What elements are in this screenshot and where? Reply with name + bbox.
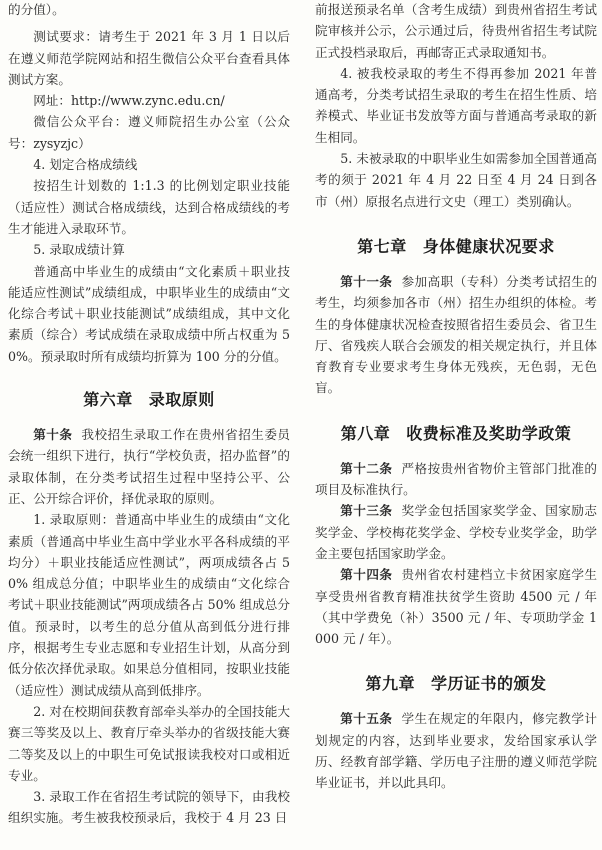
paragraph: 3. 录取工作在省招生考试院的领导下，由我校组织实施。考生被我校预录后，我校于 4 月 23 日: [8, 789, 290, 826]
chapter-9-heading: 第九章 学历证书的颁发: [365, 674, 547, 694]
chapter-7-heading: 第七章 身体健康状况要求: [357, 236, 555, 256]
article-label: 第十一条: [340, 273, 393, 289]
chapter-8-heading: 第八章 收费标准及奖助学政策: [340, 423, 572, 443]
website-label: 网址：: [33, 93, 71, 109]
article-label: 第十条: [33, 427, 73, 443]
article-label: 第十三条: [340, 503, 393, 519]
paragraph: 1. 录取原则：普通高中毕业生的成绩由“文化素质（普通高中毕业生高中学业水平各科成绩的平均分）＋职业技能适应性测试”，两项成绩各占 50% 组成总分值；中职毕业生的成绩由“文化综合考试＋职业技能测试”两项成绩各占 50% 组成总分值。预录时，以考生的总分值从高到低分进行排序，根据考生专业志愿和专业招生计划，从高分到低分依次择优录取。如果总分值相同，按职业技能（适应性）测试成绩从高到低排序。: [8, 512, 290, 698]
paragraph-wechat: 微信公众平台：遵义师院招生办公室（公众号：zysyzjc）: [8, 114, 290, 151]
article-10: 第十条 我校招生录取工作在贵州省招生委员会统一组织下进行，执行“学校负责，招办监督”的录取体制，在分类考试招生过程中坚持公平、公正、公开综合评价，择优录取的原则。: [8, 427, 291, 506]
article-12: 第十二条 严格按贵州省物价主管部门批准的项目及标准执行。: [315, 460, 598, 498]
paragraph-test-requirement: 测试要求：请考生于 2021 年 3 月 1 日以后在遵义师范学院网站和招生微信公众平台查看具体测试方案。: [8, 29, 290, 87]
paragraph: 2. 对在校期间获教育部牵头举办的全国技能大赛三等奖及以上、教育厅牵头举办的省级技能大赛二等奖及以上的中职生可免试报读我校对口或相近专业。: [8, 703, 290, 783]
article-13: 第十三条 奖学金包括国家奖学金、国家励志奖学金、学校梅花奖学金、学校专业奖学金，助学金主要包括国家助学金。: [315, 503, 598, 561]
paragraph: 4. 被我校录取的考生不得再参加 2021 年普通高考，分类考试招生录取的考生在招生性质、培养模式、毕业证书发放等方面与普通高考录取的新生相同。: [315, 65, 597, 145]
left-column: [8, 0, 290, 829]
article-15: 第十五条 学生在规定的年限内，修完教学计划规定的内容，达到毕业要求，发给国家承认学历、经教育部学籍、学历电子注册的遵义师范学院毕业证书，并以此具印。: [315, 711, 598, 791]
item-heading: 5. 录取成绩计算: [33, 242, 125, 258]
paragraph: 普通高中毕业生的成绩由“文化素质＋职业技能适应性测试”成绩组成，中职毕业生的成绩由“文化综合考试＋职业技能测试”成绩组成，其中文化素质（综合）考试成绩在录取成绩中所占权重为 50%。预录取时所有成绩均折算为 100 分的分值。: [8, 263, 290, 364]
paragraph: 前报送预录名单（含考生成绩）到贵州省招生考试院审核并公示，公示通过后，待贵州省招生考试院正式投档录取后，再邮寄正式录取通知书。: [315, 2, 597, 60]
article-label: 第十五条: [340, 711, 393, 727]
article-label: 第十二条: [340, 460, 393, 476]
chapter-6-heading: 第六章 录取原则: [83, 390, 215, 410]
website-url: http://www.zync.edu.cn/: [70, 93, 225, 109]
paragraph: 的分值）。: [8, 2, 65, 17]
paragraph: 按招生计划数的 1:1.3 的比例划定职业技能（适应性）测试合格成绩线，达到合格成绩线的考生才能进入录取环节。: [8, 178, 290, 236]
article-label: 第十四条: [340, 567, 393, 583]
article-14: 第十四条 贵州省农村建档立卡贫困家庭学生享受贵州省教育精准扶贫学生资助 4500 元 / 年（其中学费免（补）3500 元 / 年、专项助学金 1000 元 / 年）。: [315, 567, 598, 647]
paragraph-website: [8, 90, 290, 111]
article-11: 第十一条 参加高职（专科）分类考试招生的考生，均须参加各市（州）招生办组织的体检。考生的身体健康状况检查按照省招生委员会、省卫生厅、省残疾人联合会颁发的相关规定执行，并且体育教育专业要求考生身体无残疾，无色弱，无色盲。: [315, 273, 598, 396]
paragraph: 5. 未被录取的中职毕业生如需参加全国普通高考的须于 2021 年 4 月 22 日至 4 月 24 日到各市（州）原报名点进行文史（理工）类别确认。: [315, 151, 597, 209]
item-heading: 4. 划定合格成绩线: [33, 157, 138, 173]
right-column: [315, 0, 597, 794]
